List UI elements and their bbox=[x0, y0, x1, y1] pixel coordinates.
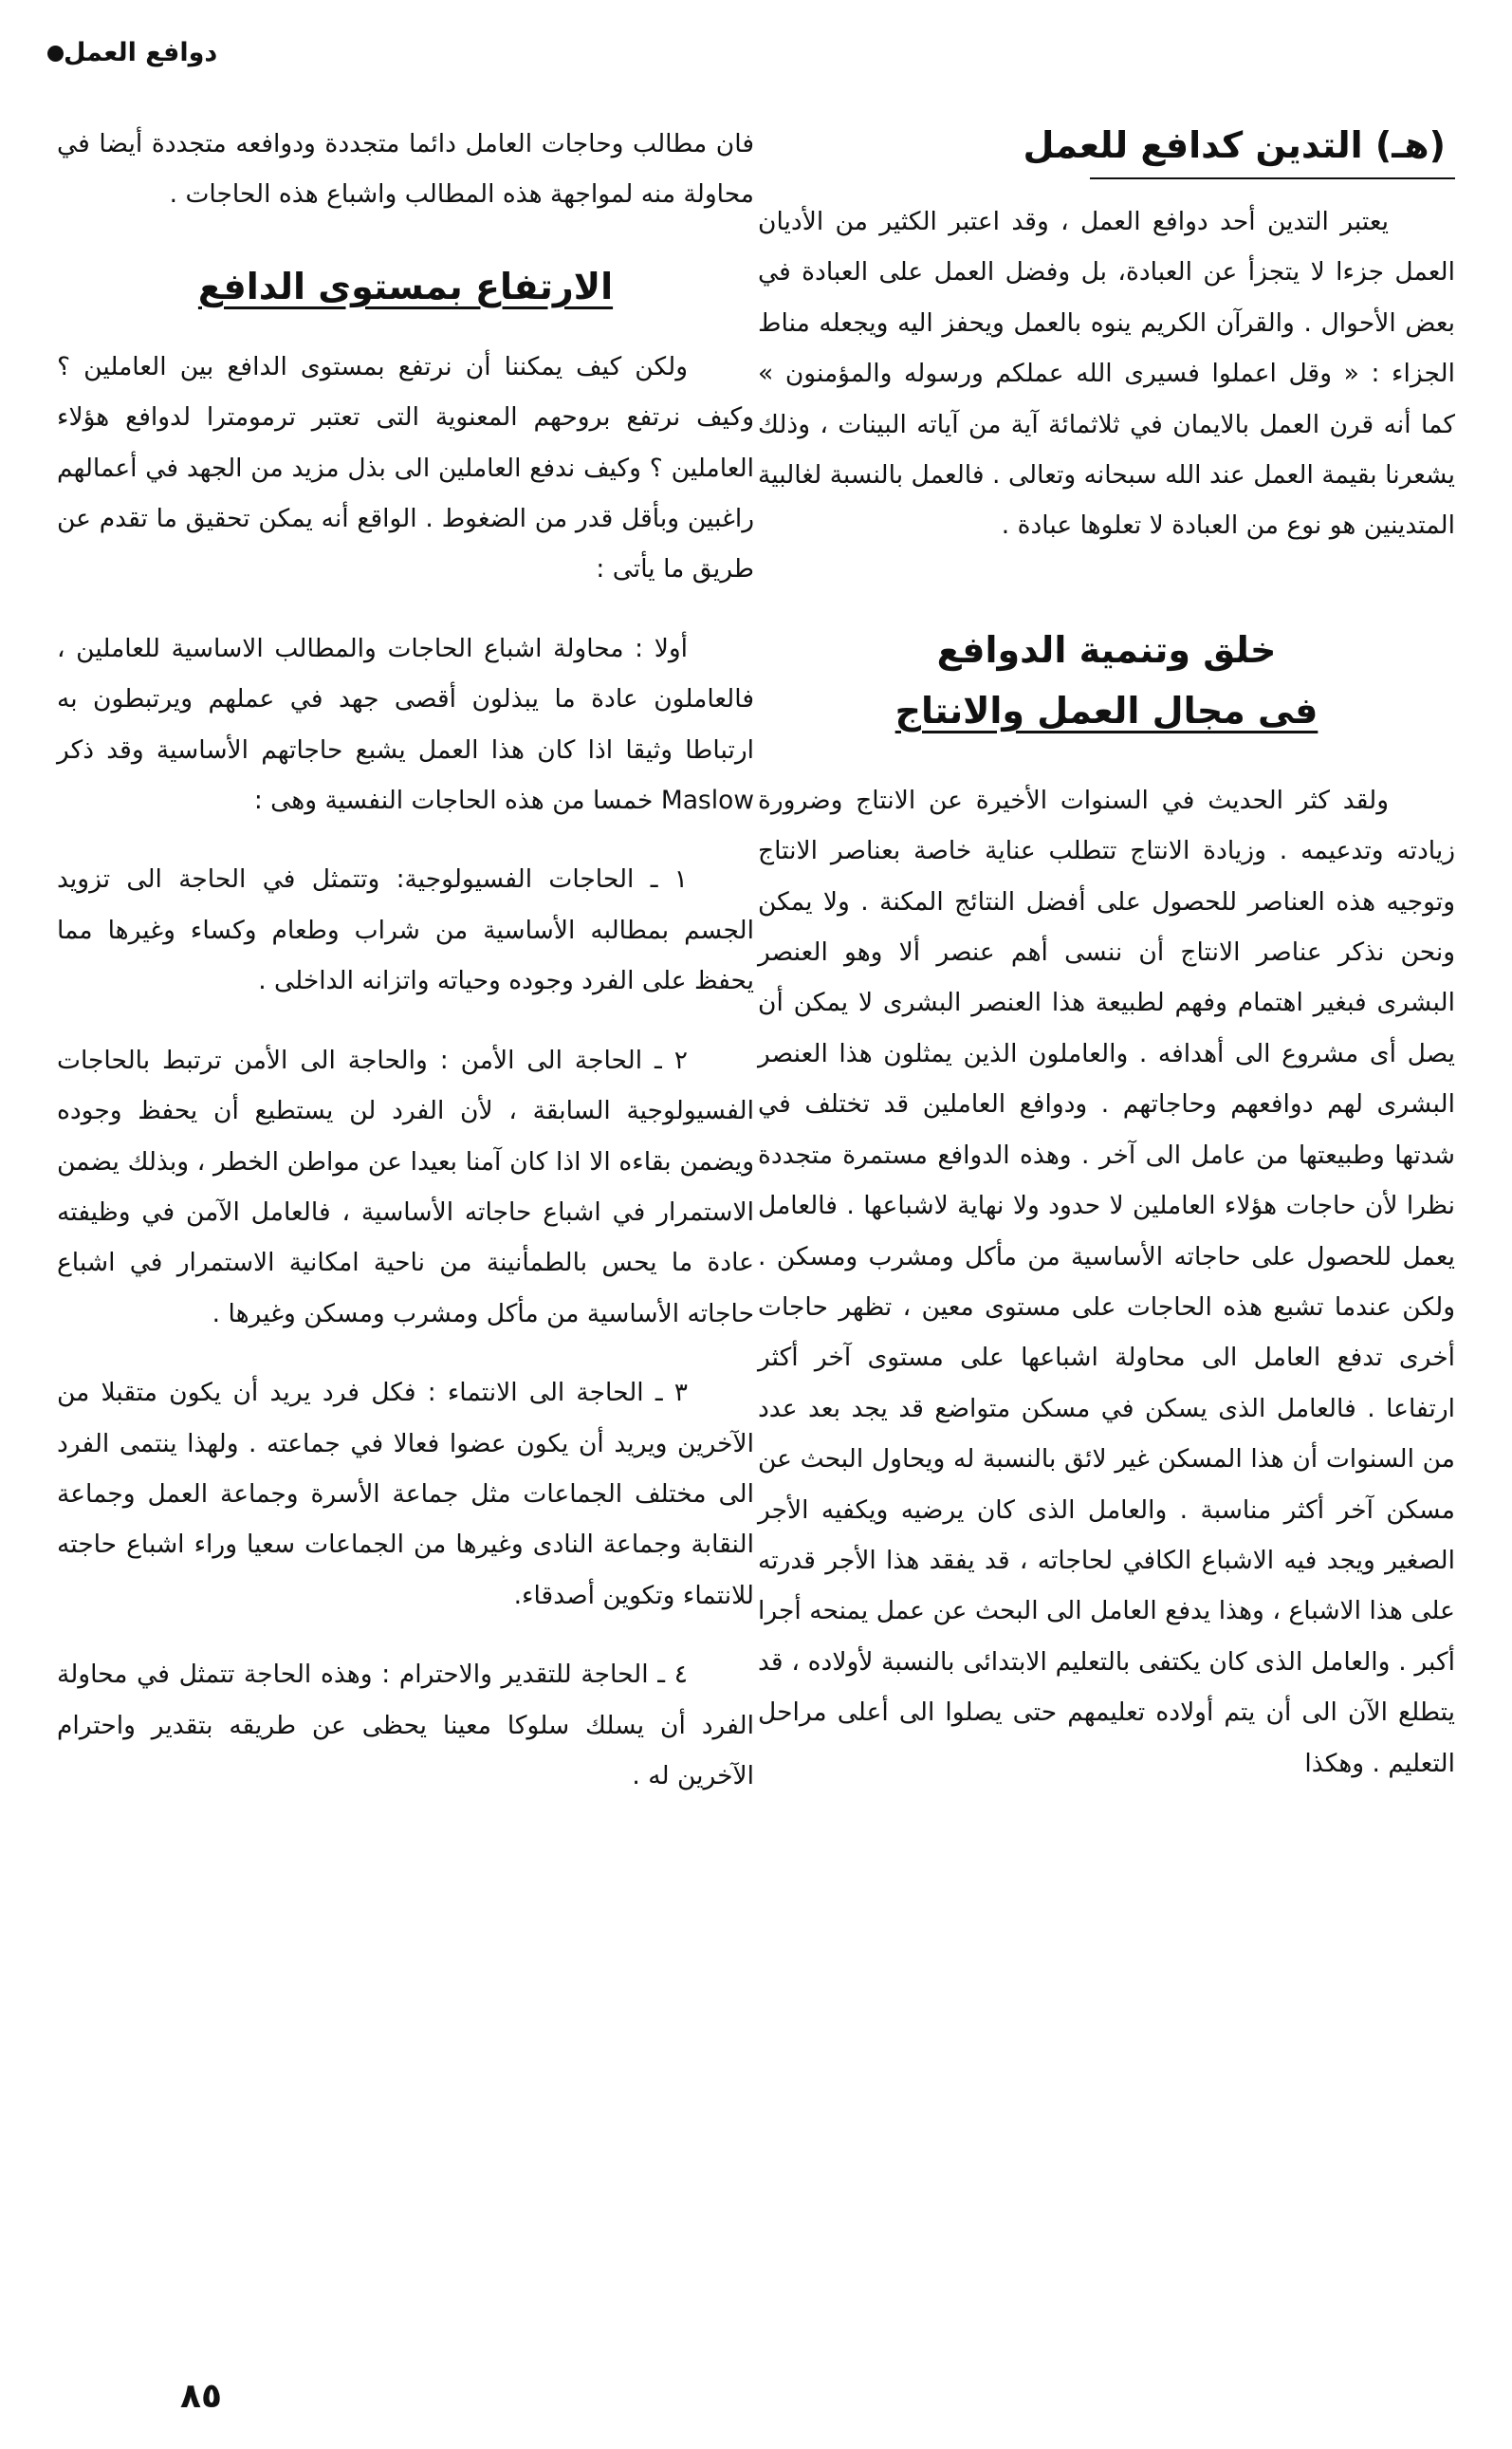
bullet-icon bbox=[47, 46, 64, 62]
heading-rule bbox=[1090, 177, 1455, 179]
list-item: ٤ ـ الحاجة للتقدير والاحترام : وهذه الحاجة تتمثل في محاولة الفرد أن يسلك سلوكا معينا يحظى عن طريقه بتقدير واحترام الآخرين له . bbox=[57, 1660, 754, 1790]
running-head-text: دوافع العمل bbox=[64, 38, 218, 67]
section-development-body: ولقد كثر الحديث في السنوات الأخيرة عن الانتاج وضرورة زيادته وتدعيمه . وزيادة الانتاج تتطلب عناية خاصة بعناصر الانتاج وتوجيه هذه العناصر للحصول على أفضل النتائج المكنة . ولا يمكن ونحن نذكر عناصر الانتاج أن ننسى أهم عنصر ألا وهو العنصر البشرى فبغير اهتمام وفهم لطبيعة هذا العنصر البشرى لا يمكن أن يصل أى مشروع الى أهدافه . والعاملون الذين يمثلون هذا العنصر البشرى لهم دوافعهم وحاجاتهم . ودوافع العاملين قد تختلف في شدتها وطبيعتها من عامل الى آخر . وهذه الدوافع مستمرة متجددة نظرا لأن حاجات هؤلاء العاملين لا حدود ولا نهاية لاشباعها . فالعامل يعمل للحصول على حاجاته الأساسية من مأكل ومشرب ومسكن . ولكن عندما تشبع هذه الحاجات على مستوى معين ، تظهر حاجات أخرى تدفع العامل الى محاولة اشباعها على مستوى آخر أكثر ارتفاعا . فالعامل الذى يسكن في مسكن متواضع قد يجد بعد عدد من السنوات أن هذا المسكن غير لائق بالنسبة له ويحاول البحث عن مسكن آخر أكثر مناسبة . والعامل الذى كان يرضيه ويكفيه الأجر الصغير ويجد فيه الاشباع الكافي لحاجاته ، قد يفقد هذا الأجر قدرته على هذا الاشباع ، وهذا يدفع العامل الى البحث عن عمل يمنحه أجرا أكبر . والعامل الذى كان يكتفى بالتعليم الابتدائى بالنسبة لأولاده ، قد يتطلع الآن الى أن يتم أولاده تعليمهم حتى يصلوا الى أعلى مراحل التعليم . وهكذا bbox=[758, 785, 1455, 1778]
section-development-title-line1: خلق وتنمية الدوافع bbox=[936, 628, 1277, 671]
section-development-title bbox=[758, 620, 1455, 741]
section-raise-body: ولكن كيف يمكننا أن نرتفع بمستوى الدافع بين العاملين ؟ وكيف نرتفع بروحهم المعنوية التى تعتبر ترمومترا لدوافع هؤلاء العاملين ؟ وكيف ندفع العاملين الى بذل مزيد من الجهد في أعمالهم راغبين وبأقل قدر من الضغوط . الواقع أنه يمكن تحقيق ما تقدم عن طريق ما يأتى : bbox=[57, 351, 754, 584]
section-he-body: يعتبر التدين أحد دوافع العمل ، وقد اعتبر الكثير من الأديان العمل جزءا لا يتجزأ عن العبادة، بل وفضل العمل على العبادة في بعض الأحوال . والقرآن الكريم ينوه بالعمل ويحفز اليه ويجعله مناط الجزاء : « وقل اعملوا فسيرى الله عملكم ورسوله والمؤمنون » كما أنه قرن العمل بالايمان في ثلاثمائة آية من آياته البينات ، وذلك يشعرنا بقيمة العمل عند الله سبحانه وتعالى . فالعمل بالنسبة لغالبية المتدينين هو نوع من العبادة لا تعلوها عبادة . bbox=[758, 207, 1455, 541]
first-point: أولا : محاولة اشباع الحاجات والمطالب الاساسية للعاملين ، فالعاملون عادة ما يبذلون أقصى جهد في عملهم ويرتبطون به ارتباطا وثيقا اذا كان هذا العمل يشبع حاجاتهم الأساسية وقد ذكر Maslow خمسا من هذه الحاجات النفسية وهى : bbox=[57, 633, 754, 816]
list-item: ٢ ـ الحاجة الى الأمن : والحاجة الى الأمن ترتبط بالحاجات الفسيولوجية السابقة ، لأن الفرد لن يستطيع أن يحفظ وجوده ويضمن بقاءه الا اذا كان آمنا بعيدا عن مواطن الخطر ، وبذلك يضمن الاستمرار في اشباع حاجاته الأساسية ، فالعامل الآمن في وظيفته عادة ما يحس بالطمأنينة من ناحية امكانية الاستمرار في اشباع حاجاته الأساسية من مأكل ومشرب ومسكن وغيرها . bbox=[57, 1045, 754, 1328]
running-head bbox=[38, 38, 246, 67]
page-number: ٨٥ bbox=[180, 2377, 222, 2416]
left-column bbox=[57, 119, 754, 1801]
left-intro: فان مطالب وحاجات العامل دائما متجددة ودوافعه متجددة أيضا في محاولة منه لمواجهة هذه المطالب واشباع هذه الحاجات . bbox=[57, 129, 754, 210]
section-development-title-line2: فى مجال العمل والانتاج bbox=[894, 689, 1318, 732]
section-raise-title-text: الارتفاع بمستوى الدافع bbox=[197, 265, 614, 307]
list-item: ٣ ـ الحاجة الى الانتماء : فكل فرد يريد أن يكون متقبلا من الآخرين ويريد أن يكون عضوا فعالا في جماعته . ولهذا ينتمى الفرد الى مختلف الجماعات مثل جماعة الأسرة وجماعة العمل وجماعة النقابة وجماعة النادى وغيرها من الجماعات سعيا وراء اشباع حاجته للانتماء وتكوين أصدقاء. bbox=[57, 1378, 754, 1610]
list-item: ١ ـ الحاجات الفسيولوجية: وتتمثل في الحاجة الى تزويد الجسم بمطالبه الأساسية من شراب وطعام وكساء وغيرها مما يحفظ على الفرد وجوده وحياته واتزانه الداخلى . bbox=[57, 864, 754, 996]
section-raise-title bbox=[57, 260, 754, 313]
section-he-title: (هـ) التدين كدافع للعمل bbox=[1023, 124, 1446, 166]
right-column bbox=[758, 119, 1455, 1789]
